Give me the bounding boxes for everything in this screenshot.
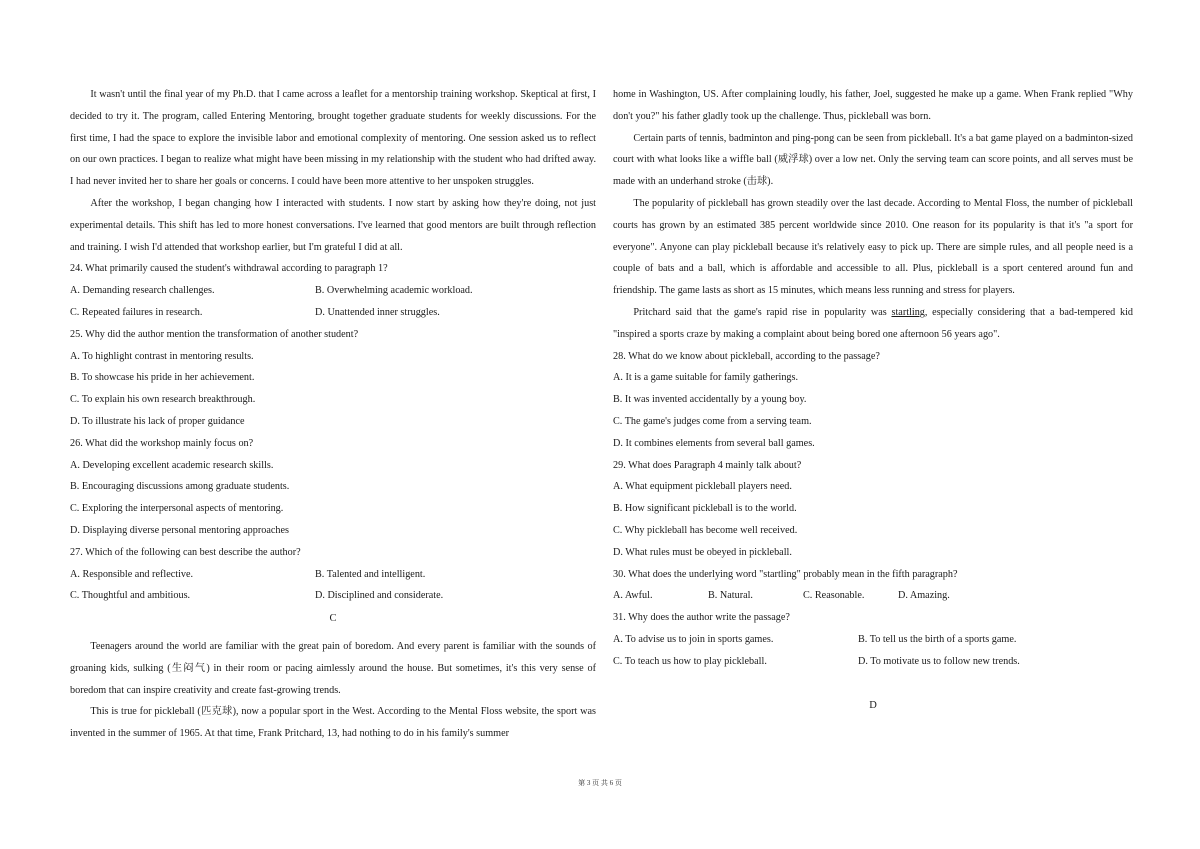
option-31d: D. To motivate us to follow new trends.	[858, 655, 1020, 667]
option-27d: D. Disciplined and considerate.	[315, 590, 444, 602]
question-29: 29. What does Paragraph 4 mainly talk about?	[613, 459, 802, 471]
option-29b: B. How significant pickleball is to the world.	[613, 503, 797, 515]
underlined-word-startling: startling	[891, 306, 925, 318]
option-28a: A. It is a game suitable for family gatherings.	[613, 372, 799, 384]
page-number-footer: 第 3 页 共 6 页	[578, 779, 622, 787]
option-29d: D. What rules must be obeyed in pickleball.	[613, 546, 792, 558]
question-31-options-row-2	[613, 651, 1133, 673]
option-24c: C. Repeated failures in research.	[70, 306, 203, 318]
option-26b: B. Encouraging discussions among graduate students.	[70, 481, 290, 493]
option-25c: C. To explain his own research breakthrough.	[70, 394, 256, 406]
option-28d: D. It combines elements from several ball games.	[613, 437, 815, 449]
option-29c: C. Why pickleball has become well received.	[613, 524, 798, 536]
paragraph-5-text-after: , especially considering that a bad-tempered kid "inspired a sports craze by making a complaint about being bored one afternoon 56 years ago".	[613, 306, 1134, 340]
option-31b: B. To tell us the birth of a sports game.	[858, 633, 1017, 645]
option-24d: D. Unattended inner struggles.	[315, 306, 440, 318]
left-column	[70, 84, 596, 745]
passage-b-paragraph-2: After the workshop, I began changing how I interacted with students. I now start by asking how they're doing, not just experimental details. This shift has led to more honest conversations. I've learned that good mentors are built through reflection and training. I wish I'd attended that workshop earlier, but I'm grateful I did at all.	[70, 197, 596, 253]
option-27a: A. Responsible and reflective.	[70, 568, 194, 580]
option-25d: D. To illustrate his lack of proper guidance	[70, 415, 245, 427]
option-31c: C. To teach us how to play pickleball.	[613, 655, 767, 667]
option-26c: C. Exploring the interpersonal aspects of mentoring.	[70, 503, 284, 515]
question-24-options-row-2	[70, 302, 596, 324]
section-heading-d: D	[869, 700, 877, 711]
option-30b: B. Natural.	[708, 590, 753, 602]
passage-c-paragraph-5	[613, 302, 1133, 346]
passage-c-paragraph-3: Certain parts of tennis, badminton and ping-pong can be seen from pickleball. It's a bat game played on a badminton-sized court with what looks like a wiffle ball (威浮球) over a low net. Only the serving team can score points, and all serves must be made with an underhand stroke (击球).	[613, 132, 1133, 188]
question-26: 26. What did the workshop mainly focus on?	[70, 437, 254, 449]
section-heading-c: C	[329, 613, 337, 625]
paragraph-5-text-before: Pritchard said that the game's rapid rise in popularity was	[633, 306, 892, 318]
question-27: 27. Which of the following can best describe the author?	[70, 546, 301, 558]
option-25a: A. To highlight contrast in mentoring results.	[70, 350, 254, 362]
option-30c: C. Reasonable.	[803, 590, 865, 602]
option-26a: A. Developing excellent academic research skills.	[70, 459, 274, 471]
option-24a: A. Demanding research challenges.	[70, 285, 215, 297]
question-27-options-row-2	[70, 585, 596, 607]
option-27c: C. Thoughtful and ambitious.	[70, 590, 191, 602]
question-30: 30. What does the underlying word "startling" probably mean in the fifth paragraph?	[613, 568, 958, 580]
question-31-options-row-1	[613, 629, 1133, 651]
option-31a: A. To advise us to join in sports games.	[613, 633, 774, 645]
option-28b: B. It was invented accidentally by a young boy.	[613, 394, 807, 406]
question-24: 24. What primarily caused the student's withdrawal according to paragraph 1?	[70, 263, 388, 275]
right-column	[613, 84, 1133, 673]
question-30-options	[613, 585, 1133, 607]
option-24b: B. Overwhelming academic workload.	[315, 285, 473, 297]
passage-c-paragraph-1: Teenagers around the world are familiar with the great pain of boredom. And every parent is familiar with the sounds of groaning kids, sulking (生闷气) in their room or pacing aimlessly around the house. But sometimes, it's this very sense of boredom that can inspire creativity and create fast-growing trends.	[70, 640, 596, 696]
question-28: 28. What do we know about pickleball, according to the passage?	[613, 350, 880, 362]
passage-b-paragraph-1: It wasn't until the final year of my Ph.D. that I came across a leaflet for a mentorship training workshop. Skeptical at first, I decided to try it. The program, called Entering Mentoring, brought together graduate students for weekly discussions. For the first time, I had the space to explore the invisible labor and emotional complexity of mentoring. One session asked us to reflect on our own practices. I began to realize what might have been missing in my relationship with the student who had drifted away. I had never invited her to share her goals or concerns. I could have been more attentive to her unspoken struggles.	[70, 89, 596, 188]
question-25: 25. Why did the author mention the transformation of another student?	[70, 328, 359, 340]
option-30d: D. Amazing.	[898, 590, 950, 602]
option-25b: B. To showcase his pride in her achievement.	[70, 372, 255, 384]
question-31: 31. Why does the author write the passage?	[613, 612, 790, 624]
passage-c-paragraph-4: The popularity of pickleball has grown steadily over the last decade. According to Mental Floss, the number of pickleball courts has grown by an estimated 385 percent worldwide since 2010. One reason for its popularity is that it's "a sport for everyone". Anyone can play pickleball because it's relatively easy to pick up. There are simple rules, and all people need is a couple of bats and a ball, which is affordable and accessible to all. Plus, pickleball is a sport centered around fun and friendship. The game lasts as short as 15 minutes, which means less running and stress for players.	[613, 197, 1133, 297]
option-26d: D. Displaying diverse personal mentoring approaches	[70, 524, 289, 536]
question-24-options-row-1	[70, 280, 596, 302]
option-30a: A. Awful.	[613, 590, 653, 602]
option-28c: C. The game's judges come from a serving team.	[613, 415, 812, 427]
option-29a: A. What equipment pickleball players need.	[613, 481, 792, 493]
question-27-options-row-1	[70, 564, 596, 586]
option-27b: B. Talented and intelligent.	[315, 568, 426, 580]
passage-c-paragraph-2-continued: home in Washington, US. After complaining loudly, his father, Joel, suggested he make up a game. When Frank replied "Why don't you?" his father gladly took up the challenge. Thus, pickleball was born.	[613, 89, 1133, 122]
passage-c-paragraph-2: This is true for pickleball (匹克球), now a popular sport in the West. According to the Mental Floss website, the sport was invented in the summer of 1965. At that time, Frank Pritchard, 13, had nothing to do in his family's summer	[70, 706, 596, 740]
